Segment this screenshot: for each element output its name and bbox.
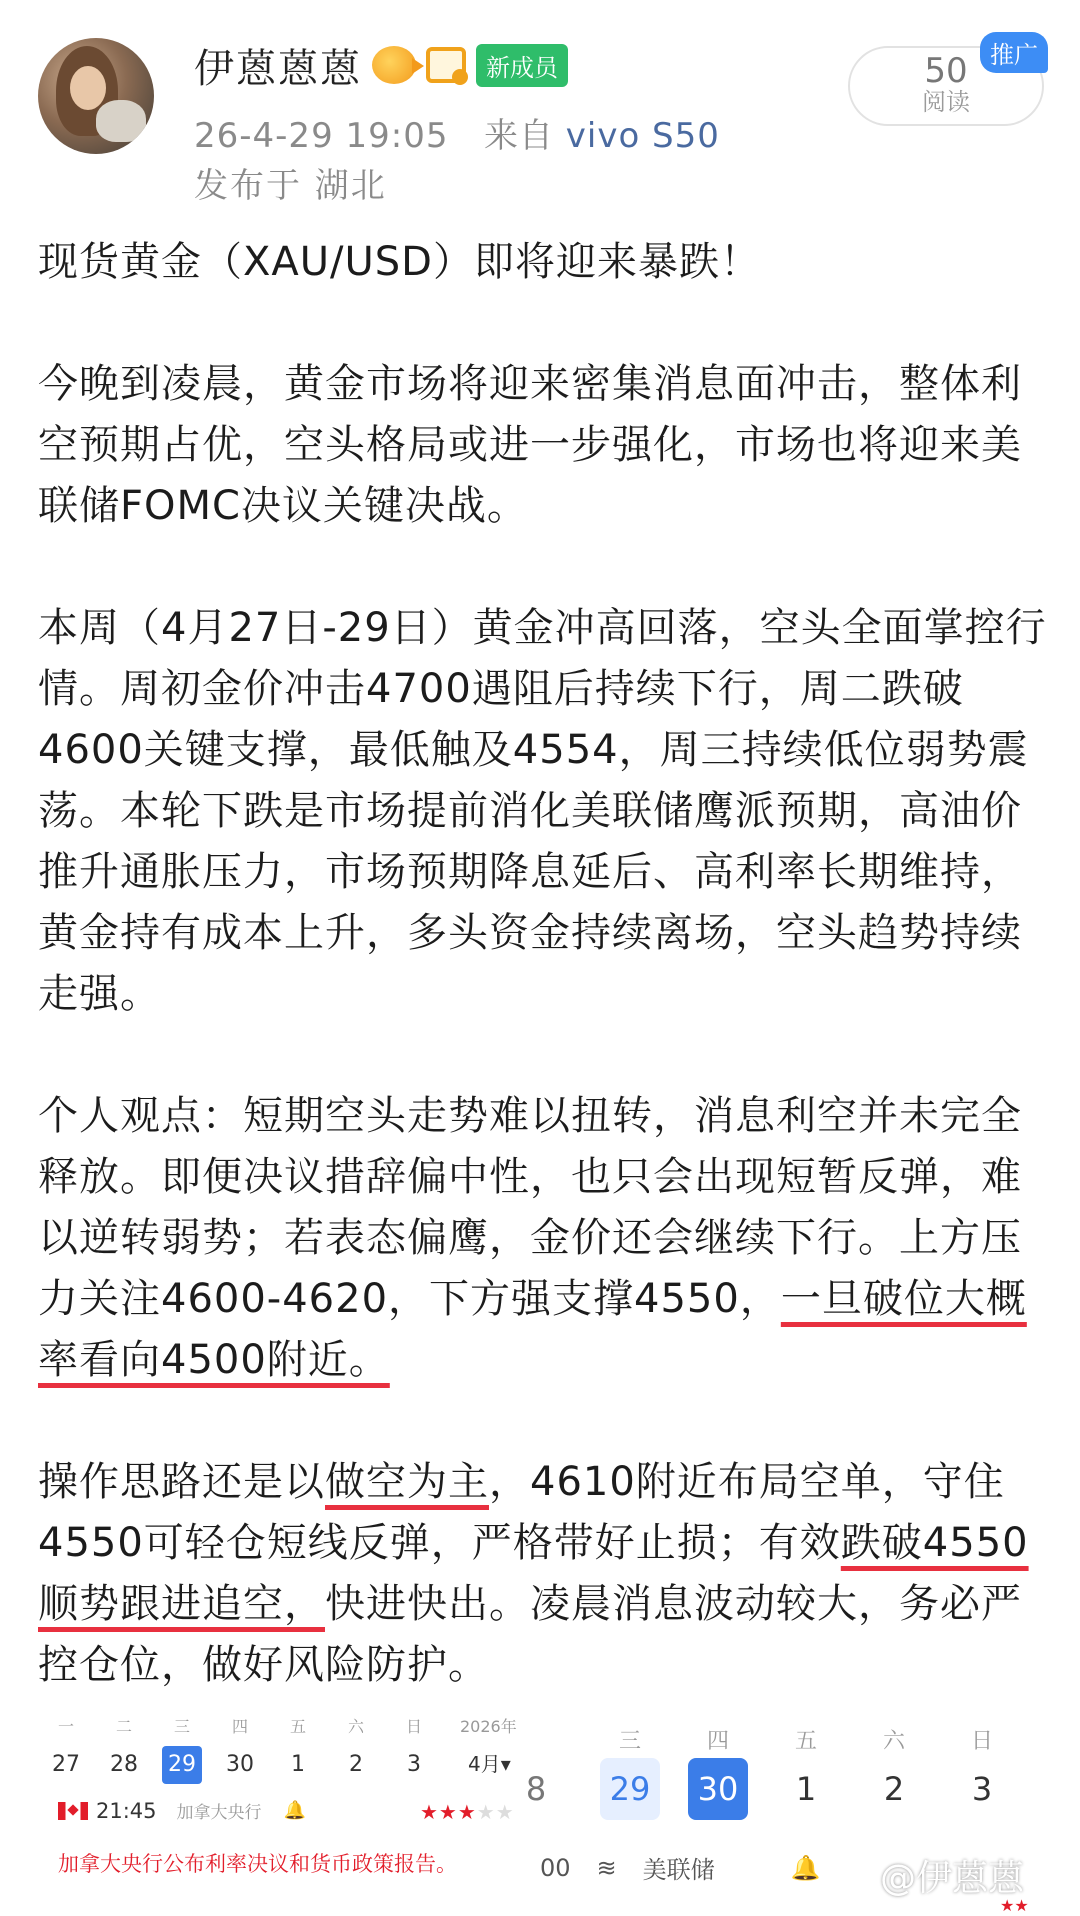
calendar-day[interactable]: 2 [883,1770,905,1808]
calendar-day[interactable]: 28 [110,1752,138,1777]
strategy-text-b: ，4610附近布局空单，守住4550可轻仓短线反弹，严格带好止损；有效 [38,1459,1005,1566]
paragraph-review: 本周（4月27日-29日）黄金冲高回落，空头全面掌控行情。周初金价冲击4700遇阻后持续下行，周二跌破4600关键支撑，最低触及4554，周三持续低位弱势震荡。本轮下跌是市场提前消化美联储鹰派预期，高油价推升通胀压力，市场预期降息延后、高利率长期维持，黄金持有成本上升，多头资金持续离场，空头趋势持续走强。 [38,605,1047,1017]
post-location: 发布于 湖北 [194,166,387,206]
new-member-badge: 新成员 [476,44,568,87]
paragraph-headline: 现货黄金（XAU/USD）即将迎来暴跌！ [38,239,761,285]
bell-icon[interactable]: 🔔 [790,1853,821,1882]
paragraph-opinion [38,1086,1048,1391]
article-body [38,232,1048,1696]
weekday-label: 五 [794,1729,817,1754]
weekday-label: 六 [347,1717,364,1736]
event-row[interactable] [58,1798,306,1823]
weekday-label: 一 [57,1717,74,1736]
calendar-year: 2026年 [460,1717,517,1736]
calendar-day[interactable]: 1 [291,1752,305,1777]
strategy-underlined-a: 做空为主 [325,1459,489,1505]
username[interactable]: 伊蒽蒽蒽 [194,45,362,92]
event-source: 加拿大央行 [176,1803,262,1823]
calendar-day[interactable]: 1 [795,1770,817,1808]
opinion-underlined: 一旦破位大概率看向4500附近。 [38,1276,1027,1383]
weekday-label: 日 [405,1717,422,1736]
calendar-day[interactable]: 27 [52,1752,80,1777]
strategy-text-c: 快进快出。凌晨消息波动较大，务必严控仓位，做好风险防护。 [38,1581,1022,1688]
fish-badge-icon[interactable] [372,46,416,84]
event-source: 美联储 [642,1856,715,1884]
strategy-underlined-b: 跌破4550顺势跟进追空， [38,1520,1029,1627]
post-header [0,0,1080,220]
watermark: @伊蒽蒽 [880,1858,1025,1899]
weekday-label: 三 [618,1729,641,1754]
calendar-day-selected[interactable]: 30 [688,1758,748,1820]
canada-flag-icon [58,1802,88,1820]
reads-label: 阅读 [922,88,970,116]
calendar-small [40,1700,540,1916]
calendar-day[interactable]: 30 [226,1752,254,1777]
weekday-label: 二 [115,1717,132,1736]
ad-tag[interactable]: 推广 [980,32,1048,73]
layers-icon: ≋ [596,1853,617,1882]
calendar-day[interactable]: 3 [971,1770,993,1808]
event-description: 加拿大央行公布利率决议和货币政策报告。 [58,1852,457,1876]
source-prefix: 来自 [483,116,554,156]
event-time: 21:45 [96,1798,157,1823]
weekday-label: 四 [231,1717,248,1736]
event-row-large[interactable] [540,1850,821,1885]
paragraph-intro: 今晚到凌晨，黄金市场将迎来密集消息面冲击，整体利空预期占优，空头格局或进一步强化，市场也将迎来美联储FOMC决议关键决战。 [38,361,1022,529]
event-time-partial: 00 [540,1853,571,1882]
device-link[interactable]: vivo S50 [565,116,720,156]
diamond-badge-icon[interactable] [426,47,466,83]
month-selector[interactable]: 4月▾ [468,1752,511,1776]
calendar-day-partial[interactable]: 8 [525,1770,547,1808]
calendar-day-selected[interactable]: 29 [162,1746,202,1784]
calendar-day[interactable]: 2 [349,1752,363,1777]
post-time: 26-4-29 19:05 [194,116,449,156]
importance-stars-partial: ★★ [1000,1896,1029,1915]
strategy-text-a: 操作思路还是以 [38,1459,325,1505]
paragraph-strategy [38,1452,1048,1696]
importance-stars: ★★★★★ [420,1800,515,1824]
weekday-label: 四 [706,1729,729,1754]
weekday-label: 六 [882,1729,905,1754]
calendar-day[interactable]: 3 [407,1752,421,1777]
post-meta [194,108,720,157]
weekday-label: 五 [289,1717,306,1736]
bell-icon[interactable]: 🔔 [283,1800,306,1821]
avatar[interactable] [38,38,154,154]
weekday-label: 日 [970,1729,993,1754]
calendar-image [0,1700,1080,1916]
calendar-day-today[interactable]: 29 [600,1758,660,1820]
weekday-label: 三 [173,1717,190,1736]
opinion-text: 个人观点：短期空头走势难以扭转，消息利空并未完全释放。即便决议措辞偏中性，也只会出现短暂反弹，难以逆转弱势；若表态偏鹰，金价还会继续下行。上方压力关注4600-4620，下方强支撑4550， [38,1093,1022,1322]
name-row [194,40,568,90]
reads-count: 50 [924,51,968,91]
